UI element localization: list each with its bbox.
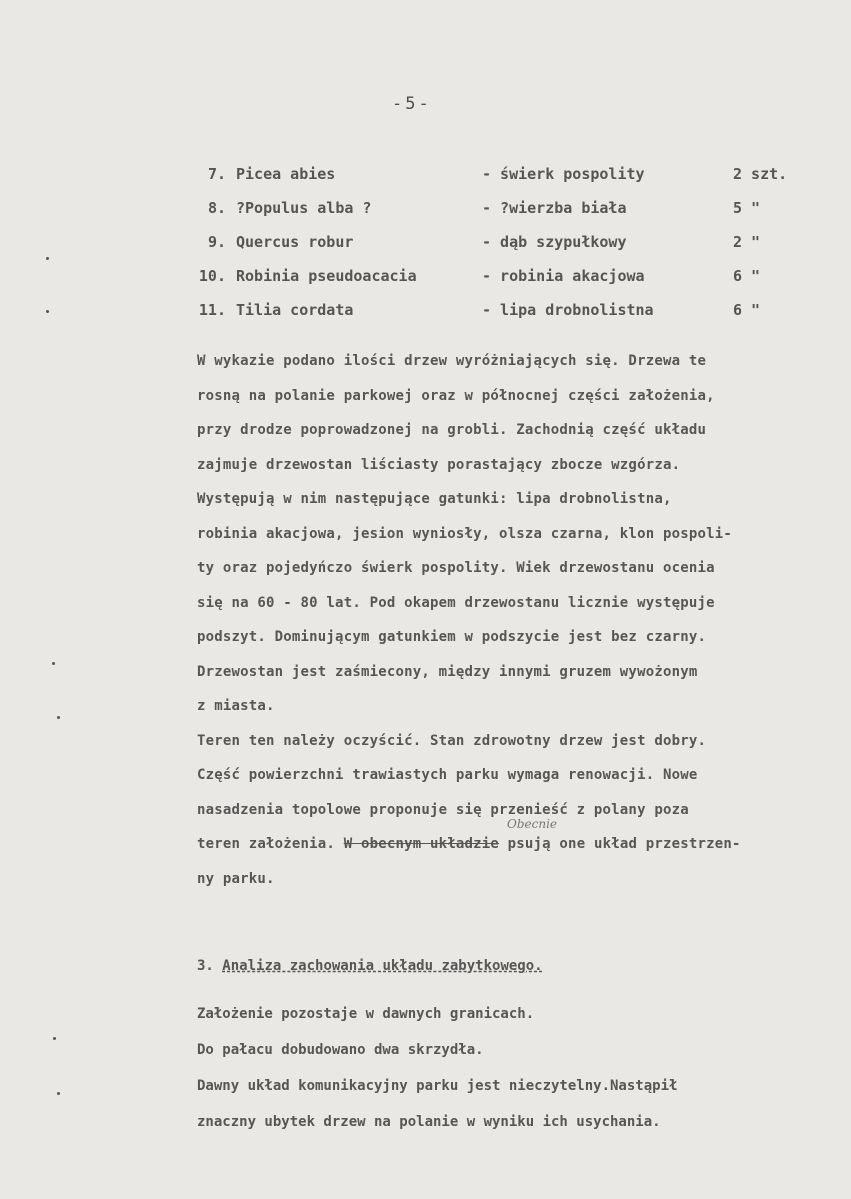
species-number: 7. — [207, 165, 226, 183]
text-line: Dawny układ komunikacyjny parku jest nieczytelny.Nastąpił — [197, 1078, 678, 1094]
species-number: 10. — [198, 267, 226, 285]
species-polish-name: - robinia akacjowa — [482, 267, 645, 285]
corrected-line-end: psują one układ przestrzen- — [499, 836, 741, 852]
page-number: -5- — [392, 94, 432, 114]
margin-speck — [46, 310, 49, 313]
text-line: z miasta. — [197, 698, 275, 714]
species-latin-name: Picea abies — [236, 165, 336, 183]
species-quantity: 6 " — [733, 267, 761, 285]
paragraph-2 — [197, 996, 847, 1140]
species-quantity: 2 " — [733, 233, 761, 251]
paragraph-1-end: ny parku. — [197, 870, 275, 887]
margin-speck — [52, 662, 55, 665]
species-polish-name: - lipa drobnolistna — [482, 301, 654, 319]
text-line: rosną na polanie parkowej oraz w północnej części założenia, — [197, 387, 715, 404]
species-quantity: 6 " — [733, 301, 761, 319]
species-row — [0, 267, 851, 297]
margin-speck — [57, 1092, 60, 1095]
struck-text: W obecnym układzie — [343, 836, 500, 852]
species-row — [0, 165, 851, 195]
text-line: podszyt. Dominującym gatunkiem w podszycie jest bez czarny. — [197, 629, 707, 645]
species-latin-name: Quercus robur — [236, 233, 354, 251]
text-line: Do pałacu dobudowano dwa skrzydła. — [197, 1042, 484, 1058]
species-latin-name: Tilia cordata — [236, 301, 354, 319]
text-line: się na 60 - 80 lat. Pod okapem drzewostanu licznie występuje — [197, 594, 715, 611]
margin-speck — [57, 716, 60, 719]
species-row — [0, 199, 851, 229]
species-polish-name: - ?wierzba biała — [482, 199, 627, 217]
paragraph-1 — [197, 344, 847, 827]
species-quantity: 2 szt. — [733, 165, 788, 183]
species-quantity: 5 " — [733, 199, 761, 217]
text-line: zajmuje drzewostan liściasty porastający zbocze wzgórza. — [197, 456, 681, 473]
species-number: 9. — [207, 233, 226, 251]
species-latin-name: Robinia pseudoacacia — [236, 267, 417, 285]
text-line: ty oraz pojedyńczo świerk pospolity. Wiek drzewostanu ocenia — [197, 560, 715, 576]
text-line: Teren ten należy oczyścić. Stan zdrowotny drzew jest dobry. — [197, 732, 707, 749]
text-line: przy drodze poprowadzonej na grobli. Zachodnią część układu — [197, 422, 707, 438]
text-line: nasadzenia topolowe proponuje się przenieść z polany poza — [197, 801, 689, 818]
species-polish-name: - świerk pospolity — [482, 165, 645, 183]
section-heading — [197, 958, 543, 974]
text-line: W wykazie podano ilości drzew wyróżniających się. Drzewa te — [197, 353, 707, 369]
species-row — [0, 301, 851, 331]
text-line: Występują w nim następujące gatunki: lipa drobnolistna, — [197, 491, 672, 507]
section-number: 3. — [197, 958, 214, 974]
margin-speck — [46, 257, 49, 260]
species-number: 8. — [207, 199, 226, 217]
corrected-line-start: teren założenia. — [197, 836, 344, 852]
margin-speck — [53, 1037, 56, 1040]
species-polish-name: - dąb szypułkowy — [482, 233, 627, 251]
section-title: Analiza zachowania układu zabytkowego. — [222, 958, 543, 974]
corrected-line — [197, 827, 847, 862]
species-number: 11. — [198, 301, 226, 319]
text-line: znaczny ubytek drzew na polanie w wyniku ich usychania. — [197, 1114, 661, 1130]
text-line: Założenie pozostaje w dawnych granicach. — [197, 1006, 535, 1022]
species-row — [0, 233, 851, 263]
correction-block — [197, 817, 847, 896]
species-latin-name: ?Populus alba ? — [236, 199, 372, 217]
text-line: Drzewostan jest zaśmiecony, między innymi gruzem wywożonym — [197, 663, 698, 680]
text-line: Część powierzchni trawiastych parku wymaga renowacji. Nowe — [197, 767, 698, 783]
text-line: robinia akacjowa, jesion wyniosły, olsza czarna, klon pospoli- — [197, 525, 732, 542]
handwritten-correction: Obecnie — [507, 817, 558, 831]
